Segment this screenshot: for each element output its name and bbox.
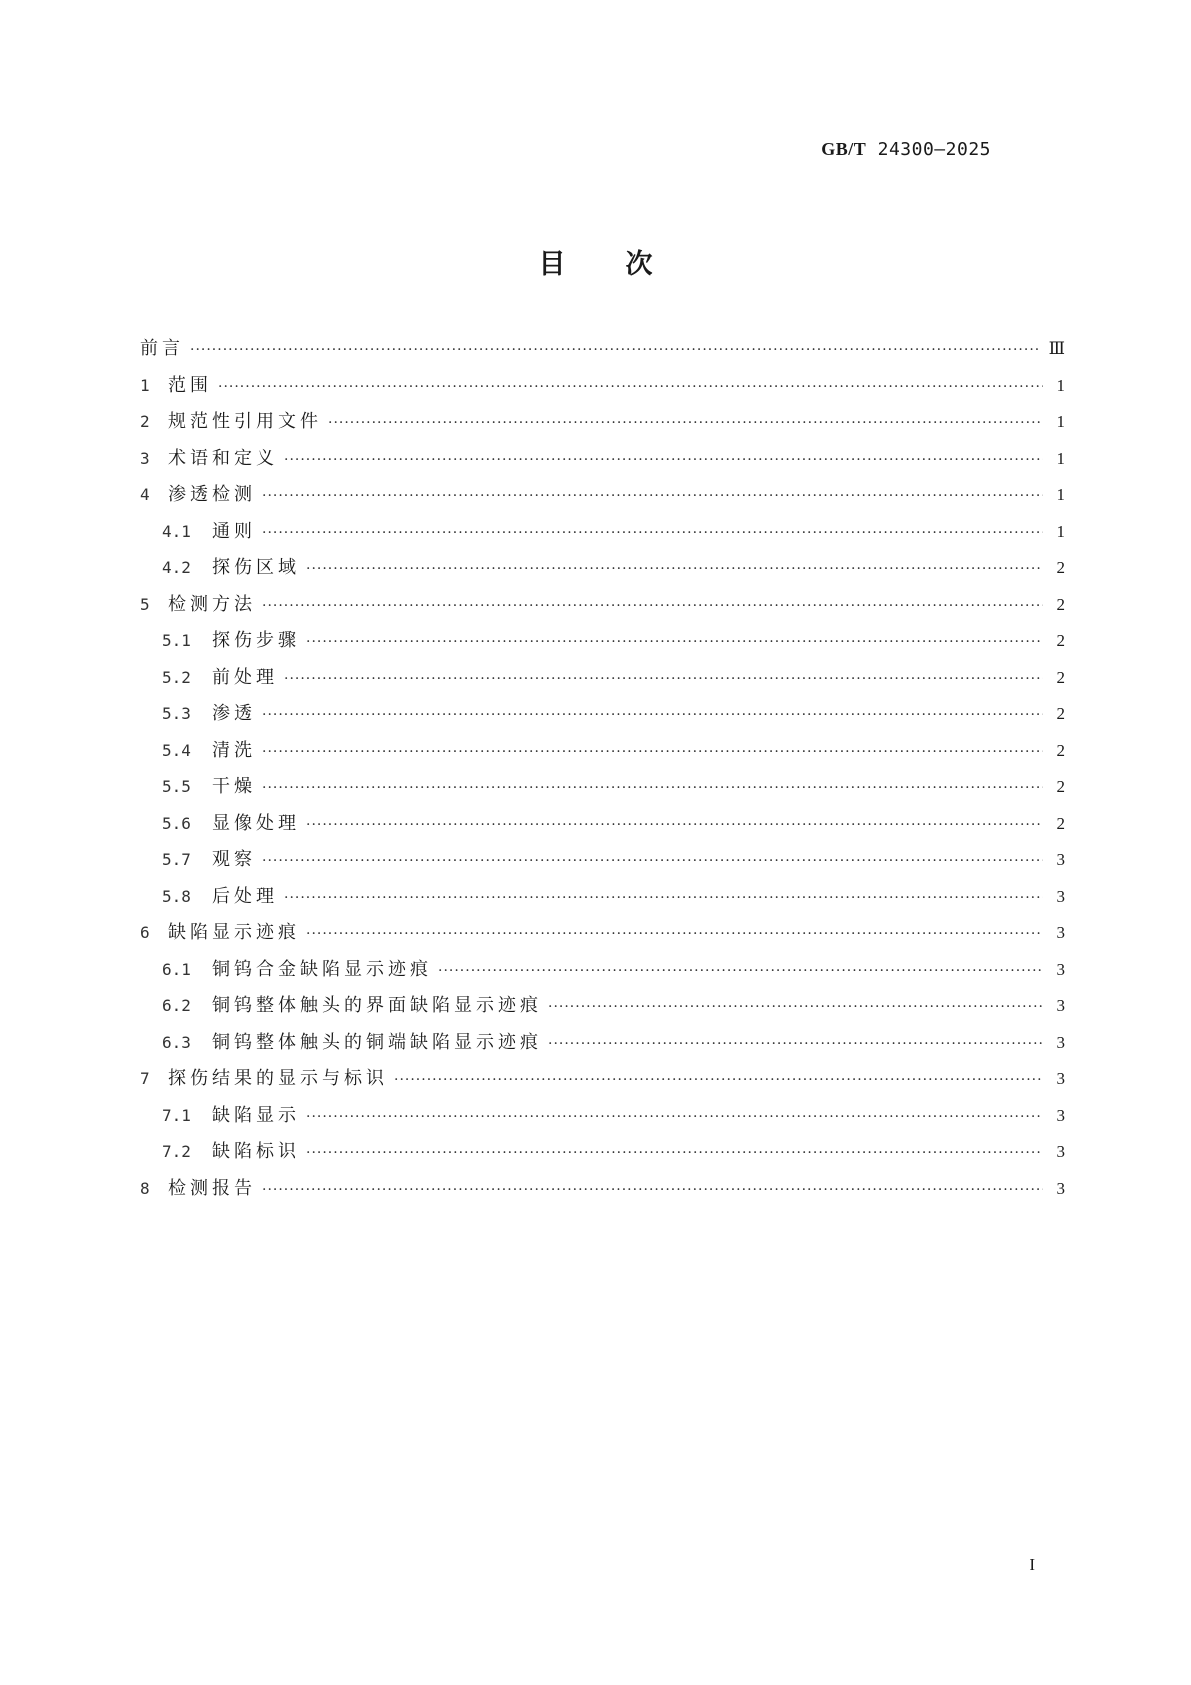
standard-code-number: 24300—2025: [877, 139, 991, 160]
toc-entry-number: 5.7: [162, 850, 191, 869]
toc-entry-label: 前处理: [212, 666, 278, 688]
toc-entry[interactable]: [140, 736, 1065, 773]
toc-entry-number: 5.6: [162, 813, 191, 833]
toc-entry-number: 6: [140, 923, 150, 942]
toc-entry-label: 观察: [212, 849, 256, 870]
page-title-char-2: 次: [625, 249, 653, 280]
page-title: [0, 242, 1191, 281]
toc-entry-number: 5: [140, 594, 150, 614]
toc-entry-page: 3: [1056, 923, 1065, 942]
toc-entry-label: 清洗: [212, 739, 256, 761]
toc-entry[interactable]: [140, 407, 1065, 444]
toc-dot-leader: [262, 853, 1043, 869]
toc-entry-number: 7: [140, 1069, 150, 1088]
toc-dot-leader: [190, 342, 1041, 358]
toc-entry-number: 6.3: [162, 1032, 191, 1052]
toc-entry-number: 5.1: [162, 631, 191, 650]
toc-entry-number: 5.4: [162, 740, 191, 760]
toc-entry-number: 4.1: [162, 521, 191, 541]
toc-entry-label: 前言: [140, 338, 184, 359]
toc-entry-number: 6.2: [162, 996, 191, 1015]
toc-entry-label: 铜钨整体触头的铜端缺陷显示迹痕: [212, 1031, 542, 1053]
toc-entry-label: 探伤结果的显示与标识: [168, 1068, 388, 1089]
toc-entry[interactable]: [140, 1137, 1065, 1174]
toc-entry-label: 后处理: [212, 885, 278, 907]
toc-entry-label: 显像处理: [212, 812, 300, 834]
toc-entry-page: 2: [1056, 740, 1065, 760]
toc-entry-number: 7.2: [162, 1142, 191, 1161]
toc-dot-leader: [262, 488, 1043, 504]
toc-entry[interactable]: [140, 699, 1065, 736]
toc-entry[interactable]: [140, 918, 1065, 955]
toc-entry-label: 检测报告: [168, 1177, 256, 1199]
toc-entry[interactable]: [140, 1174, 1065, 1211]
toc-entry-page: 2: [1056, 813, 1065, 833]
toc-entry-page: 2: [1056, 777, 1065, 796]
toc-entry-label: 探伤步骤: [212, 630, 300, 651]
standard-code-prefix: GB/T: [821, 139, 867, 159]
standard-code: [821, 139, 991, 160]
toc-entry-label: 缺陷显示: [212, 1104, 300, 1126]
toc-entry[interactable]: [140, 991, 1065, 1028]
toc-dot-leader: [438, 963, 1043, 979]
toc-entry-page: 2: [1056, 631, 1065, 650]
toc-dot-leader: [306, 561, 1043, 577]
toc-entry-page: 1: [1056, 375, 1065, 395]
toc-entry-label: 范围: [168, 374, 212, 396]
toc-entry[interactable]: [140, 444, 1065, 481]
toc-entry-page: 3: [1056, 959, 1065, 979]
toc-entry-label: 缺陷标识: [212, 1141, 300, 1162]
toc-entry[interactable]: [140, 955, 1065, 992]
toc-entry[interactable]: [140, 626, 1065, 663]
toc-entry[interactable]: [140, 772, 1065, 809]
toc-entry-number: 8: [140, 1178, 150, 1198]
toc-entry-number: 5.3: [162, 704, 191, 723]
toc-dot-leader: [262, 707, 1043, 723]
toc-dot-leader: [262, 525, 1043, 541]
toc-entry-page: 1: [1056, 412, 1065, 431]
toc-entry-page: 1: [1056, 521, 1065, 541]
toc-entry-number: 4.2: [162, 558, 191, 577]
toc-entry-page: 2: [1056, 667, 1065, 687]
toc-entry-label: 术语和定义: [168, 447, 278, 469]
toc-entry-page: 3: [1056, 1142, 1065, 1161]
toc-entry-page: 3: [1056, 1105, 1065, 1125]
toc-dot-leader: [306, 1145, 1043, 1161]
toc-entry-label: 干燥: [212, 776, 256, 797]
toc-dot-leader: [394, 1072, 1043, 1088]
toc-dot-leader: [218, 379, 1043, 395]
toc-entry[interactable]: [140, 809, 1065, 846]
table-of-contents: [140, 334, 1065, 1210]
toc-entry-label: 铜钨合金缺陷显示迹痕: [212, 958, 432, 980]
toc-entry-page: Ⅲ: [1048, 339, 1065, 358]
toc-dot-leader: [306, 926, 1043, 942]
toc-dot-leader: [262, 1182, 1043, 1198]
toc-entry[interactable]: [140, 1028, 1065, 1065]
toc-dot-leader: [548, 999, 1043, 1015]
toc-entry-page: 3: [1056, 1069, 1065, 1088]
toc-entry-label: 检测方法: [168, 593, 256, 615]
toc-entry[interactable]: [140, 1064, 1065, 1101]
toc-entry[interactable]: [140, 371, 1065, 408]
toc-entry-page: 1: [1056, 448, 1065, 468]
toc-dot-leader: [306, 634, 1043, 650]
toc-entry-label: 探伤区域: [212, 557, 300, 578]
toc-entry[interactable]: [140, 517, 1065, 554]
toc-dot-leader: [306, 817, 1043, 833]
toc-dot-leader: [328, 415, 1043, 431]
toc-entry-label: 渗透检测: [168, 484, 256, 505]
toc-dot-leader: [262, 780, 1043, 796]
toc-entry-number: 1: [140, 375, 150, 395]
toc-entry-label: 渗透: [212, 703, 256, 724]
toc-entry-number: 6.1: [162, 959, 191, 979]
toc-entry-label: 缺陷显示迹痕: [168, 922, 300, 943]
toc-entry-number: 5.5: [162, 777, 191, 796]
toc-dot-leader: [262, 744, 1043, 760]
toc-dot-leader: [306, 1109, 1043, 1125]
toc-entry-page: 3: [1056, 886, 1065, 906]
toc-entry-number: 5.2: [162, 667, 191, 687]
toc-entry-number: 4: [140, 485, 150, 504]
toc-entry[interactable]: [140, 1101, 1065, 1138]
toc-entry[interactable]: [140, 553, 1065, 590]
toc-entry-page: 3: [1056, 1032, 1065, 1052]
toc-entry-page: 2: [1056, 704, 1065, 723]
toc-entry-label: 铜钨整体触头的界面缺陷显示迹痕: [212, 995, 542, 1016]
toc-entry-page: 3: [1056, 1178, 1065, 1198]
toc-entry-page: 1: [1056, 485, 1065, 504]
toc-entry-page: 3: [1056, 996, 1065, 1015]
toc-entry-page: 3: [1056, 850, 1065, 869]
toc-entry-label: 规范性引用文件: [168, 411, 322, 432]
toc-entry[interactable]: [140, 334, 1065, 371]
toc-dot-leader: [284, 890, 1043, 906]
toc-entry[interactable]: [140, 845, 1065, 882]
toc-entry-number: 2: [140, 412, 150, 431]
toc-entry-number: 7.1: [162, 1105, 191, 1125]
toc-entry-number: 3: [140, 448, 150, 468]
toc-entry[interactable]: [140, 590, 1065, 627]
toc-dot-leader: [548, 1036, 1043, 1052]
toc-entry-page: 2: [1056, 558, 1065, 577]
page-title-char-1: 目: [538, 249, 566, 280]
toc-entry[interactable]: [140, 663, 1065, 700]
toc-dot-leader: [284, 671, 1043, 687]
toc-entry-number: 5.8: [162, 886, 191, 906]
page-number: I: [1029, 1555, 1035, 1574]
toc-entry[interactable]: [140, 882, 1065, 919]
toc-dot-leader: [262, 598, 1043, 614]
toc-entry[interactable]: [140, 480, 1065, 517]
toc-entry-page: 2: [1056, 594, 1065, 614]
toc-entry-label: 通则: [212, 520, 256, 542]
toc-dot-leader: [284, 452, 1043, 468]
